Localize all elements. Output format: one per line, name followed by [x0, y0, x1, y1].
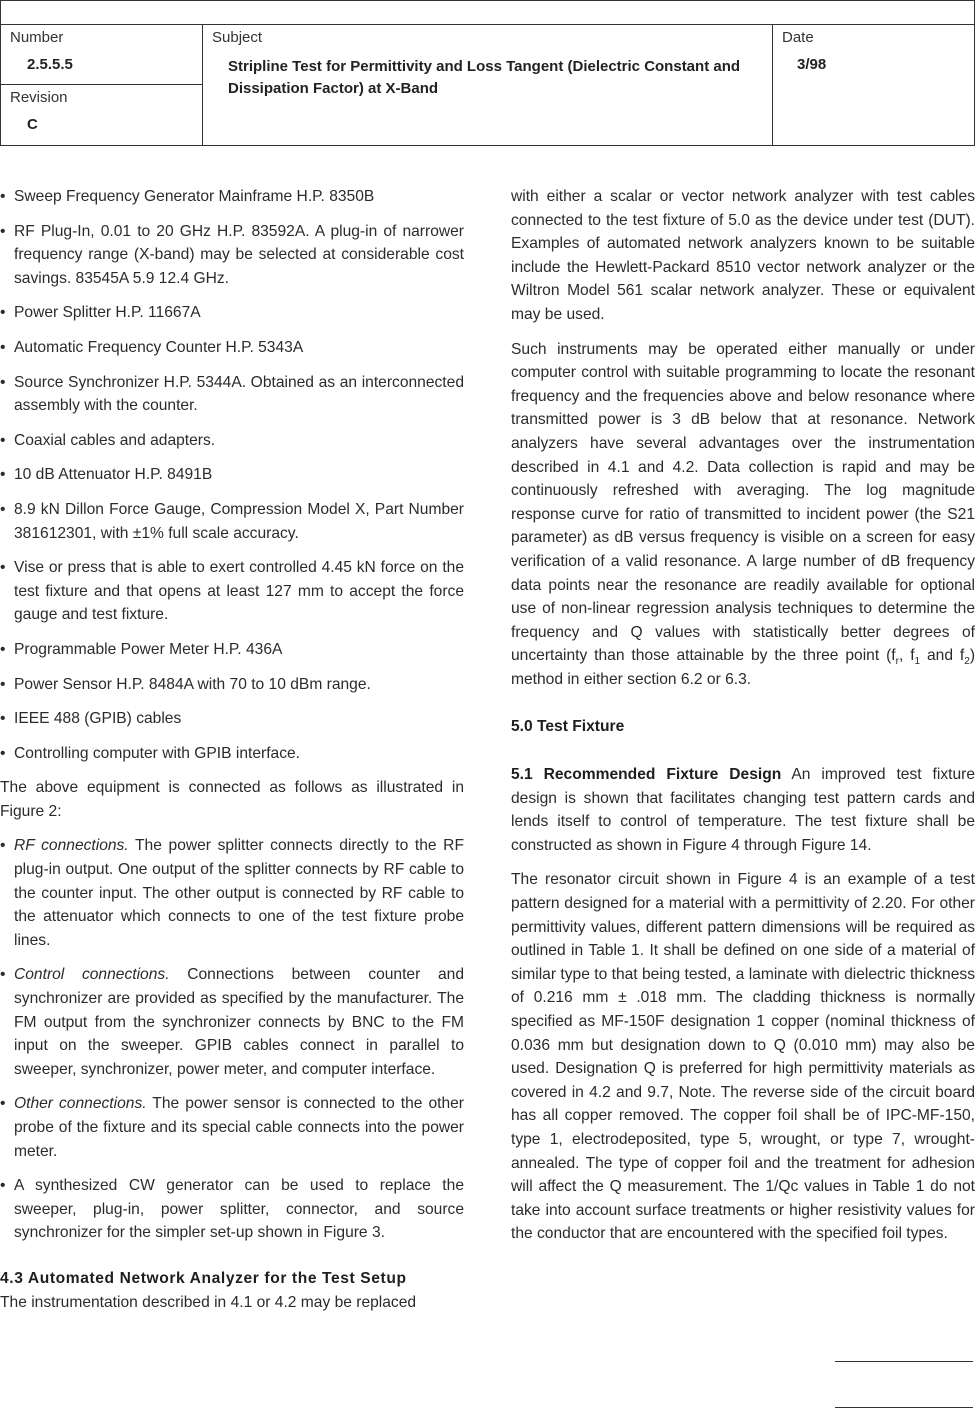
footer-rule	[835, 1361, 973, 1362]
text-run: and f	[920, 647, 965, 665]
paragraph-resonator: The resonator circuit shown in Figure 4 is an example of a test pattern designed for a material with a permittivity of 2.20. For other permittivity values, different pattern dimensions will be required as outlined in Table 1. It shall be defined on one side of a material of similar type to that being tested, a laminate with dielectric thickness of 0.216 mm ± .018 mm. The cladding thickness is normally specified as MF-150F designation 1 copper (nominal thickness of 0.036 mm but designation down to Q (0.010 mm) may also be used. Designation Q is preferred for high permittivity materials as covered in 4.2 and 9.7, Note. The reverse side of the circuit board has all copper removed. The copper foil shall be of IPC-MF-150, type 1, electrodeposited, type 5, wrought, or type 7, wrought-annealed. The type of copper foil and the treatment for adhesion will affect the Q measurement. The 1/Qc values in Table 1 do not take into account surface treatments or higher resistivity values for the conductor that are encountered with the specified foil types.	[511, 871, 975, 1243]
list-item: • Source Synchronizer H.P. 5344A. Obtained as an interconnected assembly with the counter.	[0, 371, 464, 418]
subject-cell	[203, 25, 773, 145]
connection-text: A synthesized CW generator can be used to replace the sweeper, plug-in, power splitter, connector, and source synchronizer for the simpler set-up shown in Figure 3.	[14, 1177, 464, 1242]
connection-text: The power splitter connects directly to the RF plug-in output. One output of the splitter connects by RF cable to the counter input. The other output is connected by RF cable to the attenuator which connects to one of the test fixture probe lines.	[14, 837, 464, 949]
footer-rule	[835, 1407, 973, 1408]
equipment-list	[0, 185, 464, 765]
document-header-table	[0, 0, 975, 146]
list-item	[0, 963, 464, 1081]
list-item: • Sweep Frequency Generator Mainframe H.P. 8350B	[0, 185, 464, 209]
subscript: r	[895, 656, 899, 668]
section-heading-4-3: 4.3 Automated Network Analyzer for the Test Setup	[0, 1269, 407, 1287]
revision-cell	[1, 85, 203, 145]
subscript: 2	[964, 656, 970, 668]
connection-text: The power sensor is connected to the other probe of the fixture and its special cable connects into the power meter.	[14, 1095, 464, 1160]
list-item: • Coaxial cables and adapters.	[0, 429, 464, 453]
list-item: • Automatic Frequency Counter H.P. 5343A	[0, 336, 464, 360]
revision-label: Revision	[10, 89, 68, 106]
number-label: Number	[10, 29, 64, 46]
right-column	[511, 185, 975, 1257]
list-item: • RF Plug-In, 0.01 to 20 GHz H.P. 83592A. A plug-in of narrower frequency range (X-band) may be selected at considerable cost savings. 83545A 5.9 12.4 GHz.	[0, 220, 464, 291]
paragraph-instruments	[511, 338, 975, 692]
list-item: • Programmable Power Meter H.P. 436A	[0, 638, 464, 662]
section-5-1-text: An improved test fixture design is shown that facilitates changing test pattern cards and lends itself to control of temperature. The test fixture shall be constructed as shown in Figure 4 through Figure 14.	[511, 766, 975, 854]
list-item	[0, 834, 464, 952]
list-item: • 8.9 kN Dillon Force Gauge, Compression Model X, Part Number 381612301, with ±1% full scale accuracy.	[0, 498, 464, 545]
section-4-3-text: The instrumentation described in 4.1 or 4.2 may be replaced	[0, 1293, 417, 1311]
text-run: , f	[898, 647, 915, 665]
section-5-1-paragraph	[511, 763, 975, 857]
date-value: 3/98	[797, 56, 827, 73]
connection-lead: RF connections.	[14, 837, 129, 855]
list-item: • Power Sensor H.P. 8484A with 70 to 10 dBm range.	[0, 673, 464, 697]
number-value: 2.5.5.5	[27, 56, 73, 73]
subject-label: Subject	[212, 29, 263, 46]
connection-text: Connections between counter and synchronizer are provided as specified by the manufacturer. The FM output from the synchronizer connects by BNC to the FM input on the sweeper. GPIB cables connect in parallel to sweeper, synchronizer, power meter, and computer interface.	[14, 966, 464, 1078]
connections-list	[0, 834, 464, 1245]
section-heading-5-0: 5.0 Test Fixture	[511, 718, 625, 736]
header-top-row	[1, 1, 974, 25]
revision-value: C	[27, 116, 38, 133]
section-heading-5-1: 5.1 Recommended Fixture Design	[511, 766, 782, 784]
text-run: ) method in either section 6.2 or 6.3.	[511, 647, 975, 688]
subscript: 1	[914, 656, 921, 668]
list-item: • IEEE 488 (GPIB) cables	[0, 707, 464, 731]
list-item: • Vise or press that is able to exert controlled 4.45 kN force on the test fixture and that opens at least 127 mm to accept the force gauge and test fixture.	[0, 556, 464, 627]
list-item: • 10 dB Attenuator H.P. 8491B	[0, 463, 464, 487]
date-label: Date	[782, 29, 814, 46]
connection-intro: The above equipment is connected as follows as illustrated in Figure 2:	[0, 779, 464, 820]
list-item	[0, 1092, 464, 1163]
subject-value: Stripline Test for Permittivity and Loss Tangent (Dielectric Constant and Dissipation Factor) at X-Band	[228, 58, 741, 97]
left-column	[0, 185, 464, 1325]
paragraph-network-analyzer: with either a scalar or vector network analyzer with test cables connected to the test fixture of 5.0 as the device under test (DUT). Examples of automated network analyzers known to be suitable include the Hewlett-Packard 8510 vector network analyzer or the Wiltron Model 561 scalar network analyzer. These or equivalent may be used.	[511, 188, 975, 323]
connection-lead: Other connections.	[14, 1095, 147, 1113]
text-run: Such instruments may be operated either manually or under computer control with suitable programming to locate the resonant frequency and the frequencies above and below resonance where transmitted power is 3 dB below that at resonance. Network analyzers have several advantages over the instrumentation described in 4.1 and 4.2. Data collection is rapid and may be continuously refreshed with averaging. The log magnitude response curve for ratio of transmitted to incident power (the S21 parameter) as dB versus frequency is visible on a screen for easy verification of a valid resonance. A large number of dB frequency data points near the resonance are readily available for optional use of non-linear regression analysis techniques to determine the frequency and Q values with statistically better degrees of uncertainty than those attainable by the three point (f	[511, 340, 975, 665]
list-item: • Power Splitter H.P. 11667A	[0, 301, 464, 325]
list-item	[0, 1174, 464, 1245]
connection-lead: Control connections.	[14, 966, 170, 984]
list-item: • Controlling computer with GPIB interface.	[0, 742, 464, 766]
number-cell	[1, 25, 203, 85]
date-cell	[773, 25, 974, 145]
